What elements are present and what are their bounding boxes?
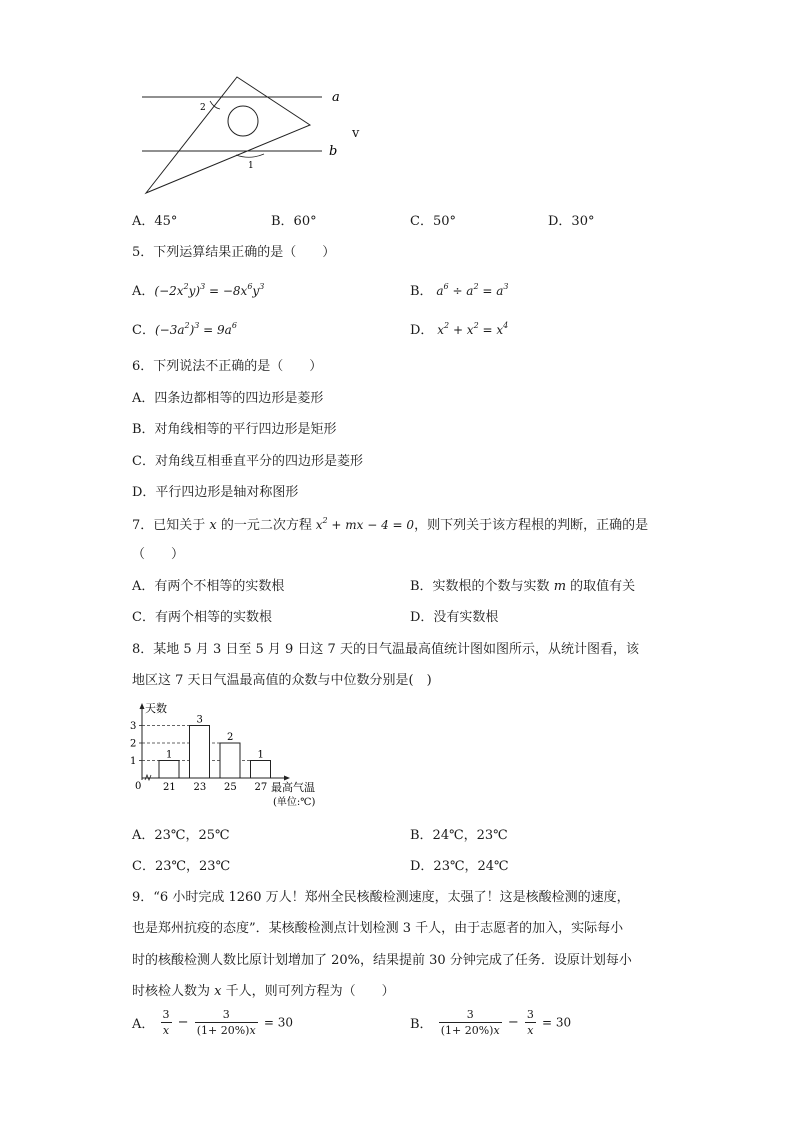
q7-stem-line2: （ ） <box>132 547 185 562</box>
q7-option-c: C．有两个相等的实数根 <box>132 610 272 625</box>
q9b-frac-2: $\frac{3}{x}$ <box>526 1008 534 1037</box>
q8-stem-line1: 8．某地 5 月 3 日至 5 月 9 日这 7 天的日气温最高值统计图如图所示，从统计图看，该 <box>132 642 639 657</box>
parallel-lines-triangle-figure <box>130 70 390 200</box>
q7-option-b: B．实数根的个数与实数 m 的取值有关 <box>410 579 636 594</box>
label-angle-2: 2 <box>200 103 206 113</box>
q7-stem-line1: 7．已知关于 x 的一元二次方程 $x^2$ + mx − 4 = 0，则下列关于该方程根的判断，正确的是 <box>132 516 649 533</box>
bar-21 <box>159 761 179 779</box>
bar-23 <box>190 726 210 779</box>
q5-option-d: D． $x^2 + x^2 = x^4$ <box>410 321 509 338</box>
q6-option-a: A．四条边都相等的四边形是菱形 <box>132 391 324 406</box>
q8-option-c: C．23℃，23℃ <box>132 859 231 874</box>
chart-x-axis-arrow <box>284 776 290 781</box>
q9-option-a: A． $\frac{3}{x}$ − $\frac{3}{(1+ 20\%)x}$ = 30 <box>132 1008 293 1037</box>
chart-origin-label: 0 <box>135 781 142 792</box>
q5-stem: 5．下列运算结果正确的是（ ） <box>132 245 336 260</box>
q5-option-a: A．$(-2x^2y)^3 = -8x^6y^3$ <box>132 282 265 299</box>
label-angle-1: 1 <box>248 161 254 171</box>
q7-option-d: D．没有实数根 <box>410 610 499 625</box>
q9-stem-line1: 9．“6 小时完成 1260 万人！郑州全民核酸检测速度，太强了！这是核酸检测的速度， <box>132 890 630 905</box>
q8-option-b: B．24℃，23℃ <box>410 828 508 843</box>
bar-25 <box>220 743 240 778</box>
angle-1-arc <box>236 154 264 157</box>
temperature-bar-chart <box>128 700 338 812</box>
q9b-frac-1: $\frac{3}{(1+ 20\%)x}$ <box>440 1008 500 1037</box>
q8-option-a: A．23℃，25℃ <box>132 828 230 843</box>
q4-option-d: D．30° <box>548 214 595 229</box>
q6-option-c: C．对角线互相垂直平分的四边形是菱形 <box>132 454 363 469</box>
q4-option-c: C．50° <box>410 214 456 229</box>
q9a-frac-2: $\frac{3}{(1+ 20\%)x}$ <box>196 1008 256 1037</box>
q7-option-a: A．有两个不相等的实数根 <box>132 579 285 594</box>
q6-option-b: B．对角线相等的平行四边形是矩形 <box>132 422 337 437</box>
q9-stem-line3: 时的核酸检测人数比原计划增加了 20%，结果提前 30 分钟完成了任务．设原计划每小 <box>132 953 632 968</box>
bar-value-label-21: 1 <box>166 749 173 761</box>
triangle-ruler <box>146 77 310 193</box>
chart-x-unit: (单位:℃) <box>273 797 316 808</box>
q5-option-c: C．$(-3a^2)^3 = 9a^6$ <box>132 321 237 338</box>
q4-option-b: B．60° <box>271 214 317 229</box>
q5-option-b: B． $a^6 \div a^2 = a^3$ <box>410 282 509 299</box>
label-b: b <box>329 144 338 159</box>
chart-axis-break <box>145 775 151 780</box>
x-tick-label-25: 25 <box>224 782 237 793</box>
q9a-frac-1: $\frac{3}{x}$ <box>162 1008 170 1037</box>
q9-stem-line2: 也是郑州抗疫的态度”．某核酸检测点计划检测 3 千人，由于志愿者的加入，实际每小 <box>132 921 624 936</box>
q4-option-a: A．45° <box>132 214 178 229</box>
q9-option-b: B． $\frac{3}{(1+ 20\%)x}$ − $\frac{3}{x}$ = 30 <box>410 1008 572 1037</box>
bar-value-label-23: 3 <box>196 714 203 726</box>
y-tick-label-1: 1 <box>130 756 137 767</box>
x-tick-label-27: 27 <box>254 782 268 793</box>
triangle-hole <box>228 106 258 136</box>
q8-stem-line2: 地区这 7 天日气温最高值的众数与中位数分别是( ) <box>132 673 432 688</box>
bar-value-label-25: 2 <box>227 732 234 743</box>
q9-stem-line4: 时核检人数为 x 千人，则可列方程为（ ） <box>132 984 395 999</box>
label-a: a <box>332 90 340 105</box>
chart-y-axis-arrow <box>140 703 145 709</box>
label-v: v <box>352 126 360 141</box>
x-tick-label-23: 23 <box>193 782 207 793</box>
q6-option-d: D．平行四边形是轴对称图形 <box>132 485 299 500</box>
chart-x-label: 最高气温 <box>271 781 315 794</box>
chart-y-label: 天数 <box>145 702 167 715</box>
bar-value-label-27: 1 <box>257 749 264 761</box>
x-tick-label-21: 21 <box>163 782 176 793</box>
q8-option-d: D．23℃，24℃ <box>410 859 509 874</box>
q6-stem: 6．下列说法不正确的是（ ） <box>132 359 323 374</box>
y-tick-label-2: 2 <box>130 738 137 750</box>
y-tick-label-3: 3 <box>130 721 137 732</box>
bar-27 <box>251 761 271 779</box>
